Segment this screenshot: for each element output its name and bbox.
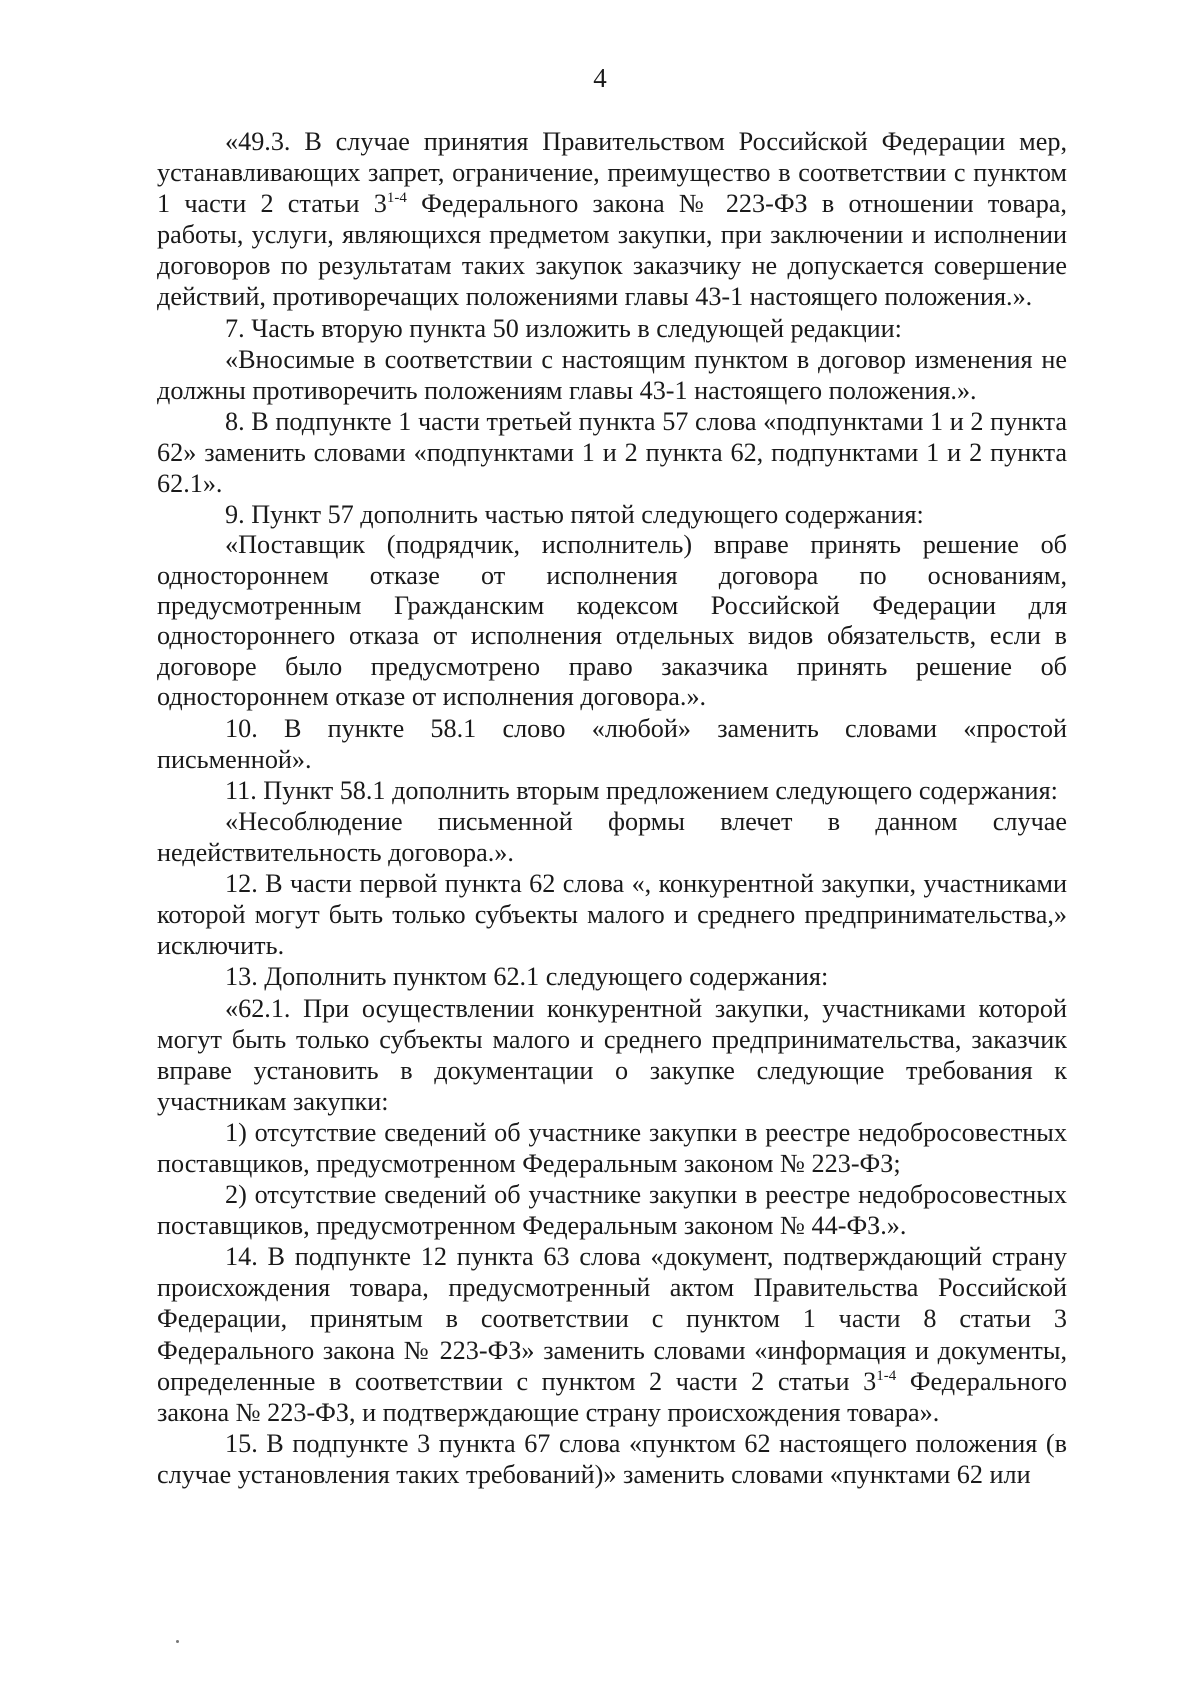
item-13-subitem-2: 2) отсутствие сведений об участнике закупки в реестре недобросовестных поставщиков, предусмотренном Федеральным законом № 44-ФЗ.».: [157, 1180, 1067, 1241]
page-number: 4: [593, 63, 607, 93]
item-14: [157, 1241, 1067, 1428]
item-13: 13. Дополнить пунктом 62.1 следующего содержания:: [225, 962, 829, 992]
superscript-article-number: 1-4: [386, 190, 407, 207]
item-14-part-1: 14. В подпункте 12 пункта 63 слова «документ, подтверждающий страну происхождения товара, предусмотренный актом Правительства Российской Федерации, принятым в соответствии с пунктом 1 части 8 статьи 3 Федерального закона № 223-ФЗ» заменить словами «информация и документы, определенные в соответствии с пунктом 2 части 2 статьи 3: [157, 1242, 1067, 1396]
paragraph-49-3: [157, 126, 1067, 313]
item-11-quote: «Несоблюдение письменной формы влечет в данном случае недействительность договора.».: [157, 806, 1067, 868]
item-13-quote: «62.1. При осуществлении конкурентной закупки, участниками которой могут быть только субъекты малого и среднего предпринимательства, заказчик вправе установить в документации о закупке следующие требования к участникам закупки:: [157, 993, 1067, 1116]
item-8: 8. В подпункте 1 части третьей пункта 57 слова «подпунктами 1 и 2 пункта 62» заменить словами «подпунктами 1 и 2 пункта 62, подпунктами 1 и 2 пункта 62.1».: [157, 406, 1067, 499]
superscript-article-number: 1-4: [876, 1367, 897, 1384]
item-7: 7. Часть вторую пункта 50 изложить в следующей редакции:: [225, 313, 902, 343]
item-11: 11. Пункт 58.1 дополнить вторым предложением следующего содержания:: [225, 775, 1058, 805]
item-10: 10. В пункте 58.1 слово «любой» заменить словами «простой письменной».: [157, 713, 1067, 774]
paragraph-49-3-part-2: Федерального закона № 223-ФЗ в отношении товара, работы, услуги, являющихся предметом закупки, при заключении и исполнении договоров по результатам таких закупок заказчику не допускается совершение действий, противоречащих положениями главы 43-1 настоящего положения.».: [157, 189, 1067, 312]
document-body: [157, 126, 1067, 1490]
item-15: 15. В подпункте 3 пункта 67 слова «пунктом 62 настоящего положения (в случае установления таких требований)» заменить словами «пунктами 62 или: [157, 1428, 1067, 1489]
item-9-quote: «Поставщик (подрядчик, исполнитель) вправе принять решение об одностороннем отказе от исполнения договора по основаниям, предусмотренным Гражданским кодексом Российской Федерации для одностороннего отказа от исполнения отдельных видов обязательств, если в договоре было предусмотрено право заказчика принять решение об одностороннем отказе от исполнения договора.».: [157, 530, 1067, 712]
item-12: 12. В части первой пункта 62 слова «, конкурентной закупки, участниками которой могут быть только субъекты малого и среднего предпринимательства,» исключить.: [157, 869, 1067, 961]
item-7-quote: «Вносимые в соответствии с настоящим пунктом в договор изменения не должны противоречить положениям главы 43-1 настоящего положения.».: [157, 344, 1067, 405]
item-9: 9. Пункт 57 дополнить частью пятой следующего содержания:: [225, 500, 924, 530]
scan-speck: [176, 1640, 179, 1643]
paragraph-49-3-part-1: «49.3. В случае принятия Правительством Российской Федерации мер, устанавливающих запрет, ограничение, преимущество в соответствии с пунктом 1 части 2 статьи 3: [157, 127, 1067, 219]
item-14-part-2: Федерального закона № 223-ФЗ, и подтверждающие страну происхождения товара».: [157, 1366, 1067, 1427]
item-13-subitem-1: 1) отсутствие сведений об участнике закупки в реестре недобросовестных поставщиков, предусмотренном Федеральным законом № 223-ФЗ;: [157, 1117, 1067, 1178]
